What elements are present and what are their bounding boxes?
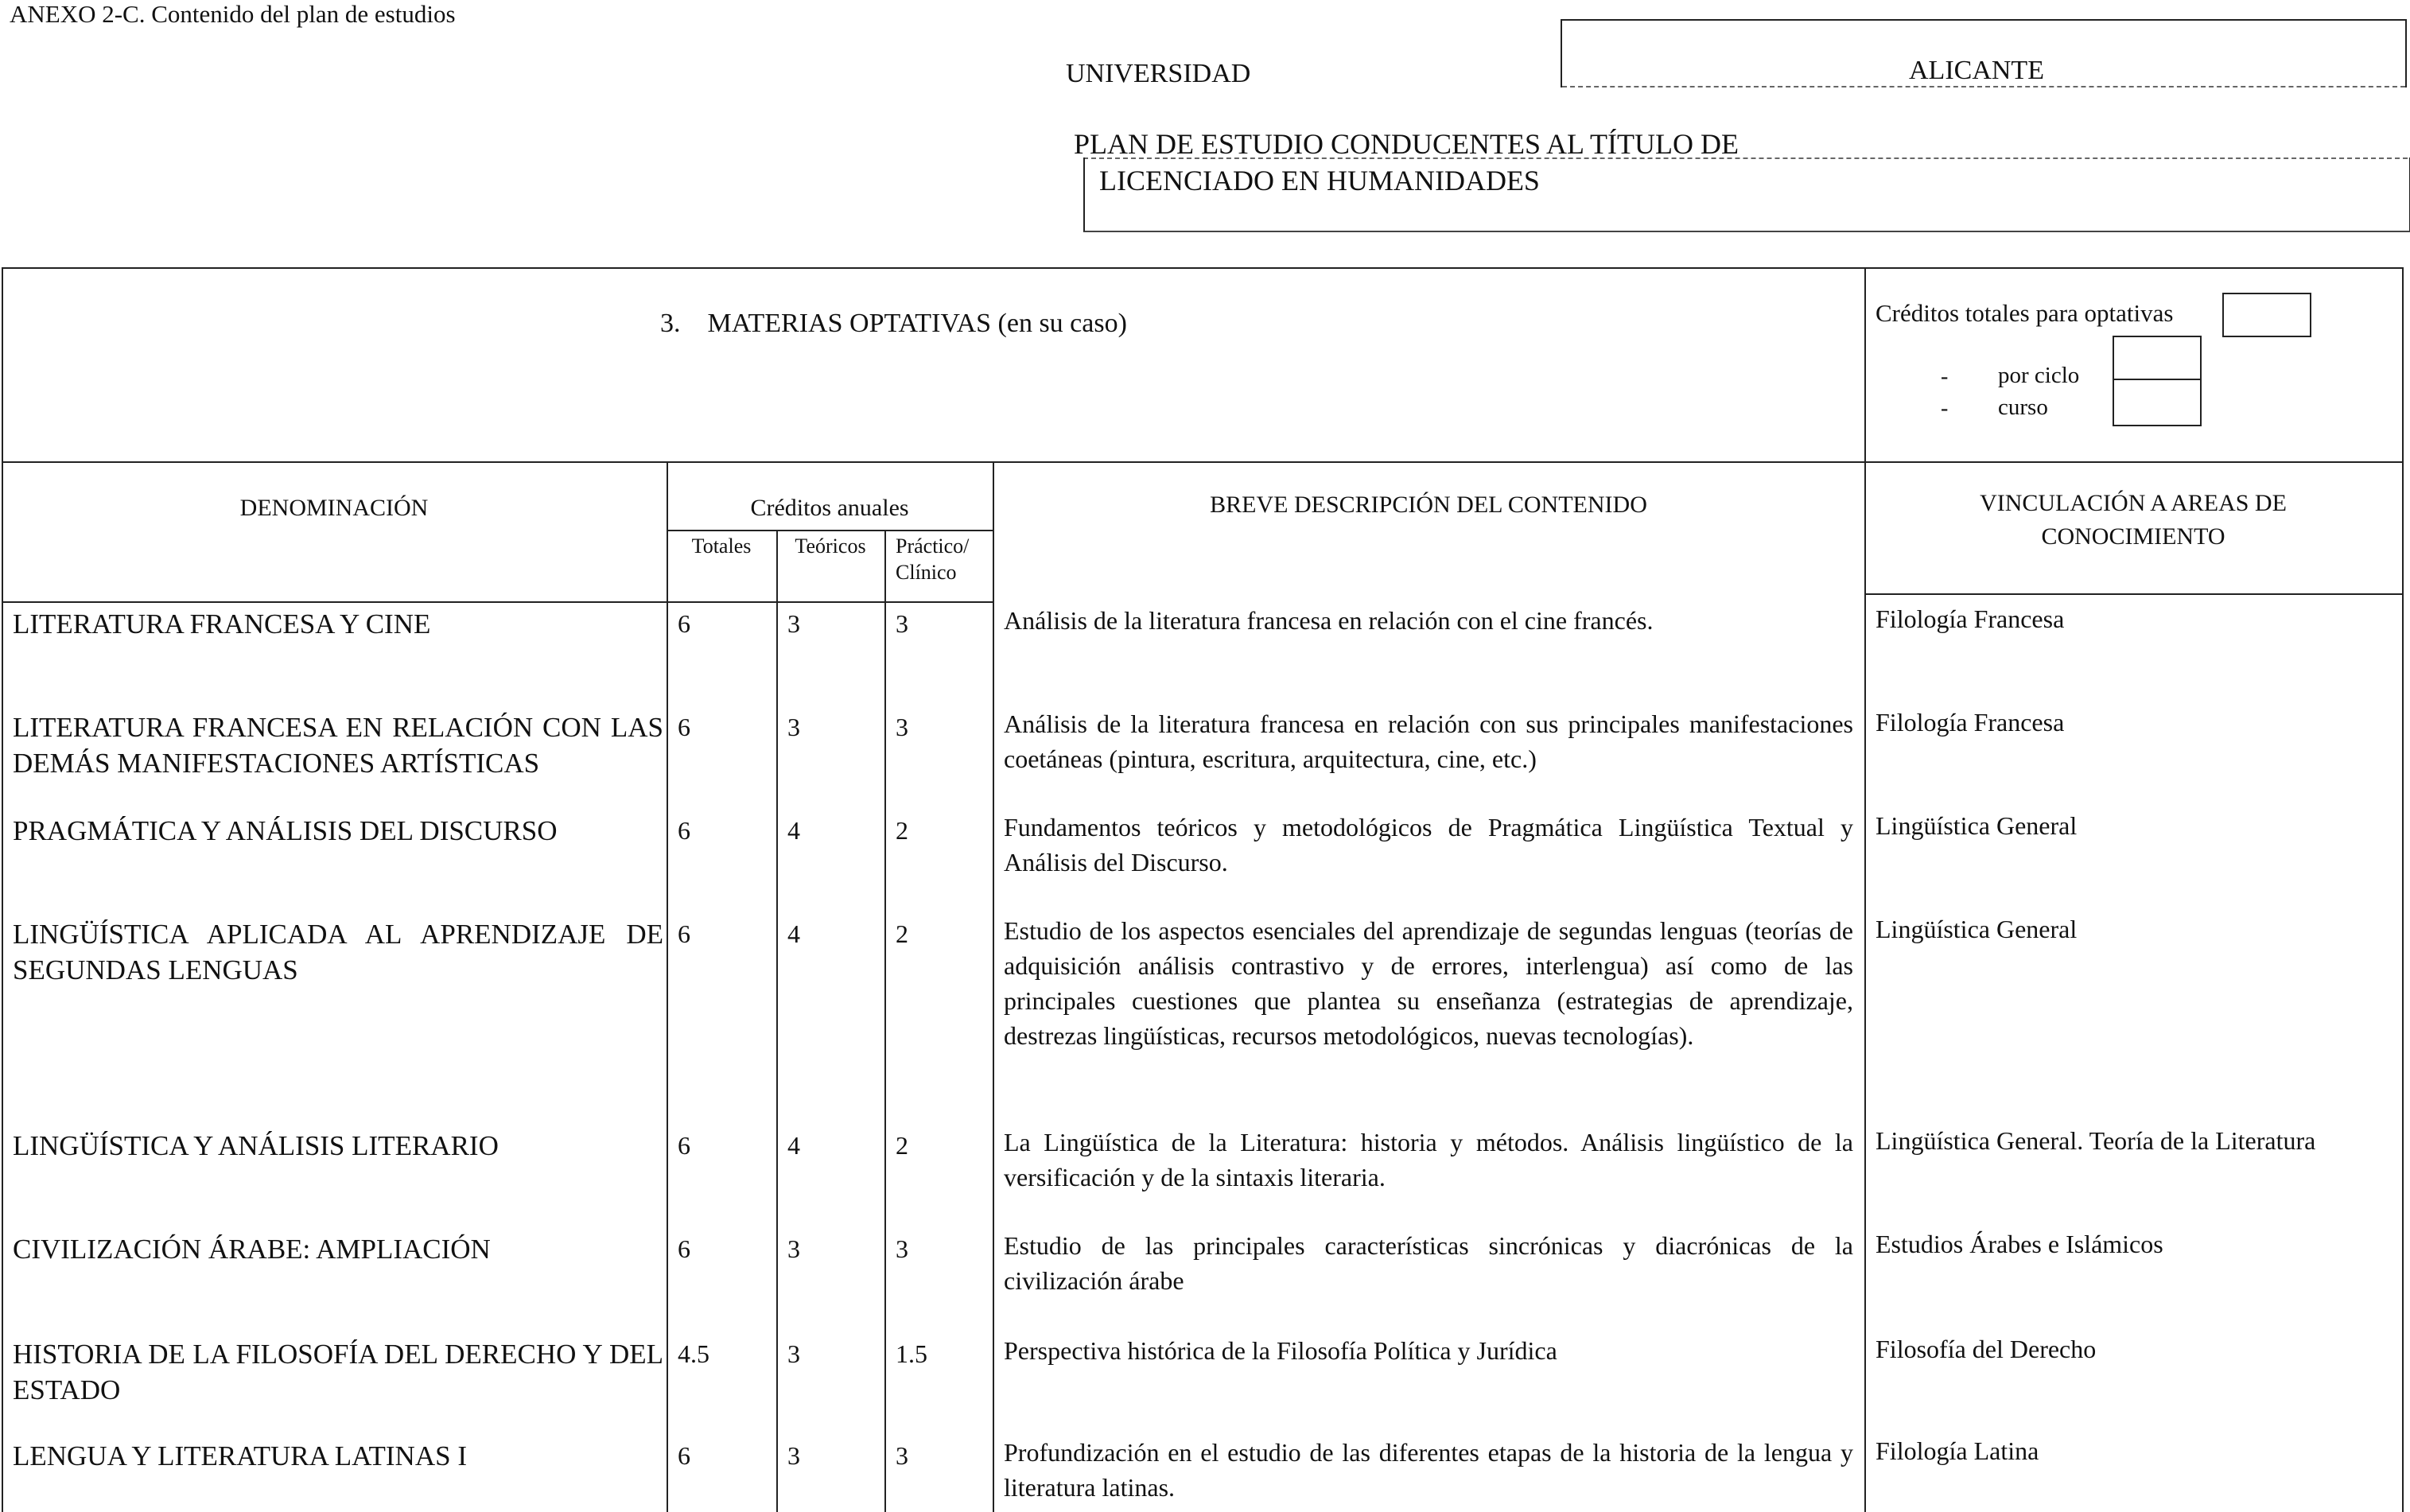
row-totales: 6 [678, 713, 690, 741]
row-denominacion: HISTORIA DE LA FILOSOFÍA DEL DERECHO Y DEL ESTADO [13, 1339, 663, 1405]
optional-subjects-table [2, 267, 2404, 1512]
row-totales: 6 [678, 609, 690, 638]
row-area: Filología Francesa [1876, 708, 2065, 737]
per-cycle-label: por ciclo [1998, 363, 2080, 388]
section-title [660, 309, 1127, 339]
row-denominacion: PRAGMÁTICA Y ANÁLISIS DEL DISCURSO [13, 815, 558, 846]
row-denominacion: CIVILIZACIÓN ÁRABE: AMPLIACIÓN [13, 1234, 491, 1265]
degree-value: LICENCIADO EN HUMANIDADES [1099, 165, 1540, 196]
row-denominacion: LINGÜÍSTICA Y ANÁLISIS LITERARIO [13, 1130, 499, 1161]
row-area: Filología Francesa [1876, 604, 2065, 633]
row-denominacion: LITERATURA FRANCESA Y CINE [13, 608, 431, 639]
col-denominacion: DENOMINACIÓN [239, 495, 429, 521]
col-vinculacion-line1: VINCULACIÓN A AREAS DE [1980, 490, 2287, 516]
row-totales: 6 [678, 816, 690, 845]
row-practicos: 2 [896, 919, 908, 948]
per-cycle-dash: - [1941, 364, 1949, 389]
header-bottom-left [2, 601, 993, 603]
row-totales: 6 [678, 1131, 690, 1160]
row-descripcion: Análisis de la literatura francesa en relación con sus principales manifestaciones coetáneas (pintura, escritura, arquitectura, cine, etc.) [1004, 709, 1853, 773]
row-area: Lingüística General [1876, 915, 2078, 943]
course-dash: - [1941, 396, 1949, 421]
col-vinculacion [1864, 487, 2402, 554]
row-area: Lingüística General [1876, 811, 2078, 840]
row-practicos: 2 [896, 1131, 908, 1160]
row-totales: 6 [678, 919, 690, 948]
credits-total-label: Créditos totales para optativas [1876, 299, 2174, 327]
col-teoricos: Teóricos [795, 534, 866, 558]
row-teoricos: 4 [787, 919, 800, 948]
row-teoricos: 3 [787, 713, 800, 741]
col-totales: Totales [691, 534, 752, 558]
row-descripcion: Profundización en el estudio de las diferentes etapas de la historia de la lengua y literatura latinas. [1004, 1438, 1853, 1502]
row-practicos: 2 [896, 816, 908, 845]
header-bottom-right [1864, 593, 2404, 595]
creditos-divider [993, 461, 994, 1512]
row-totales: 6 [678, 1441, 690, 1470]
totales-divider [776, 530, 778, 1512]
creditos-subheader-line [667, 530, 993, 531]
row-totales: 4.5 [678, 1339, 709, 1368]
col-practico [884, 533, 993, 585]
row-practicos: 1.5 [896, 1339, 927, 1368]
row-descripcion: La Lingüística de la Literatura: historia y métodos. Análisis lingüístico de la versificación y de la sintaxis literaria. [1004, 1128, 1853, 1191]
teoricos-divider [884, 530, 886, 1512]
row-descripcion: Perspectiva histórica de la Filosofía Política y Jurídica [1004, 1336, 1557, 1365]
university-value: ALICANTE [1909, 56, 2044, 85]
university-label: UNIVERSIDAD [1066, 59, 1251, 88]
row-practicos: 3 [896, 1234, 908, 1263]
credits-total-box[interactable] [2222, 293, 2311, 337]
row-denominacion: LENGUA Y LITERATURA LATINAS I [13, 1440, 467, 1471]
row-area: Filosofía del Derecho [1876, 1335, 2097, 1363]
section-divider [2, 461, 2404, 463]
row-descripcion: Estudio de las principales características sincrónicas y diacrónicas de la civilización árabe [1004, 1231, 1853, 1295]
row-practicos: 3 [896, 713, 908, 741]
row-denominacion: LITERATURA FRANCESA EN RELACIÓN CON LAS DEMÁS MANIFESTACIONES ARTÍSTICAS [13, 712, 663, 779]
col-practico-line2: Clínico [896, 561, 957, 584]
row-practicos: 3 [896, 609, 908, 638]
area-column-divider [1864, 267, 1866, 1512]
row-teoricos: 3 [787, 1441, 800, 1470]
row-practicos: 3 [896, 1441, 908, 1470]
col-creditos: Créditos anuales [750, 495, 909, 521]
row-descripcion: Fundamentos teóricos y metodológicos de Pragmática Lingüística Textual y Análisis del Discurso. [1004, 813, 1853, 876]
row-teoricos: 3 [787, 1234, 800, 1263]
row-area: Estudios Árabes e Islámicos [1876, 1230, 2163, 1258]
section-title-text: MATERIAS OPTATIVAS (en su caso) [707, 309, 1127, 338]
course-label: curso [1998, 395, 2048, 420]
per-cycle-box-divider [2113, 379, 2200, 380]
table-border-top [2, 267, 2404, 269]
annex-caption: ANEXO 2-C. Contenido del plan de estudios [10, 0, 456, 28]
row-area: Filología Latina [1876, 1436, 2039, 1465]
plan-label: PLAN DE ESTUDIO CONDUCENTES AL TÍTULO DE [1074, 128, 1739, 160]
row-teoricos: 4 [787, 816, 800, 845]
row-descripcion: Estudio de los aspectos esenciales del aprendizaje de segundas lenguas (teorías de adquisición análisis contrastivo y de errores, interlengua) así como de las principales cuestiones que plantea su enseñanza (estrategias de aprendizaje, destrezas lingüísticas, recursos metodológicos, nuevas tecnologías). [1004, 916, 1853, 1050]
row-area: Lingüística General. Teoría de la Literatura [1876, 1126, 2316, 1155]
row-descripcion: Análisis de la literatura francesa en relación con el cine francés. [1004, 606, 1654, 635]
col-vinculacion-line2: CONOCIMIENTO [2041, 523, 2225, 550]
row-teoricos: 3 [787, 609, 800, 638]
section-number: 3. [660, 309, 681, 338]
row-teoricos: 4 [787, 1131, 800, 1160]
row-teoricos: 3 [787, 1339, 800, 1368]
table-border-right [2402, 267, 2404, 1512]
row-totales: 6 [678, 1234, 690, 1263]
col-practico-line1: Práctico/ [896, 534, 970, 558]
table-border-left [2, 267, 3, 1512]
col-descripcion: BREVE DESCRIPCIÓN DEL CONTENIDO [1210, 492, 1647, 518]
denominacion-divider [667, 461, 668, 1512]
row-denominacion: LINGÜÍSTICA APLICADA AL APRENDIZAJE DE SEGUNDAS LENGUAS [13, 919, 663, 985]
per-cycle-box[interactable] [2113, 336, 2202, 426]
